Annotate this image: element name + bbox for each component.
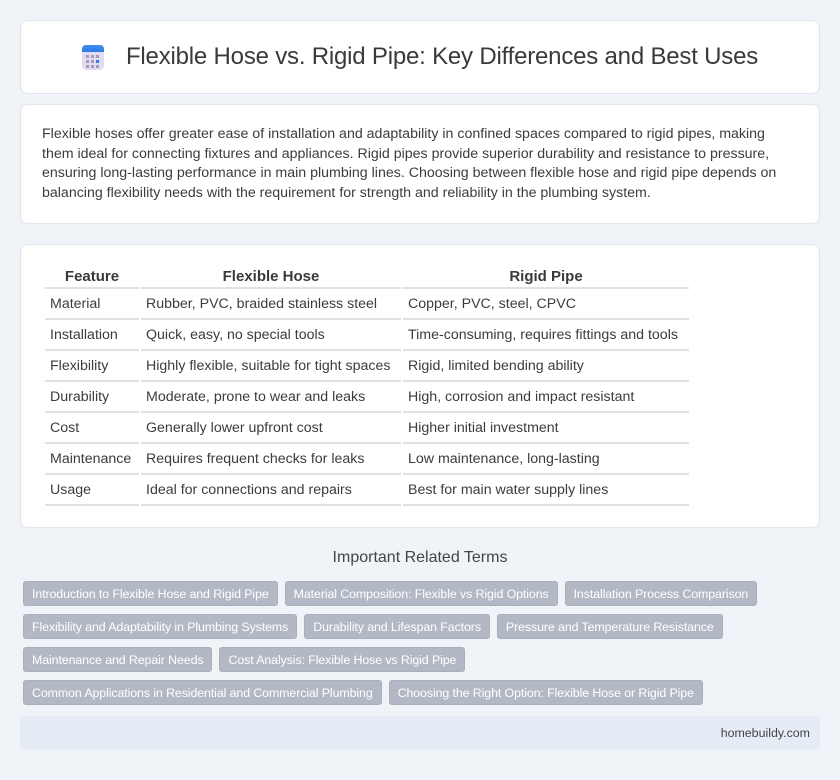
cell-flexible-hose: Moderate, prone to wear and leaks [141, 382, 401, 413]
calendar-cell [96, 65, 99, 68]
calendar-cell-highlight [96, 60, 99, 63]
table-row [45, 444, 689, 475]
cell-flexible-hose: Highly flexible, suitable for tight spaces [141, 351, 401, 382]
header-rigid-pipe: Rigid Pipe [403, 264, 689, 289]
cell-rigid-pipe: High, corrosion and impact resistant [403, 382, 689, 413]
cell-flexible-hose: Generally lower upfront cost [141, 413, 401, 444]
related-term-tag[interactable]: Material Composition: Flexible vs Rigid Options [285, 581, 558, 606]
calendar-cell [86, 55, 89, 58]
cell-rigid-pipe: Best for main water supply lines [403, 475, 689, 506]
comparison-table-card [20, 244, 820, 528]
related-term-tag[interactable]: Flexibility and Adaptability in Plumbing Systems [23, 614, 297, 639]
intro-card [20, 104, 820, 224]
calendar-icon-grid [86, 55, 99, 68]
header-flexible-hose: Flexible Hose [141, 264, 401, 289]
calendar-cell [91, 65, 94, 68]
footer [20, 716, 820, 750]
calendar-cell [91, 55, 94, 58]
title-wrap [82, 43, 758, 71]
cell-feature: Installation [45, 320, 139, 351]
table-row [45, 475, 689, 506]
related-term-tag[interactable]: Cost Analysis: Flexible Hose vs Rigid Pipe [219, 647, 465, 672]
table-row [45, 413, 689, 444]
related-term-tag[interactable]: Pressure and Temperature Resistance [497, 614, 723, 639]
related-terms-list [23, 581, 823, 705]
table-row [45, 289, 689, 320]
table-row [45, 351, 689, 382]
cell-feature: Cost [45, 413, 139, 444]
calendar-icon-top [82, 45, 104, 52]
comparison-table [43, 264, 691, 506]
cell-flexible-hose: Rubber, PVC, braided stainless steel [141, 289, 401, 320]
related-terms-title: Important Related Terms [332, 549, 508, 566]
related-term-tag[interactable]: Durability and Lifespan Factors [304, 614, 490, 639]
cell-rigid-pipe: Rigid, limited bending ability [403, 351, 689, 382]
cell-rigid-pipe: Time-consuming, requires fittings and tools [403, 320, 689, 351]
related-term-tag[interactable]: Choosing the Right Option: Flexible Hose or Rigid Pipe [389, 680, 703, 705]
table-row [45, 320, 689, 351]
cell-feature: Flexibility [45, 351, 139, 382]
cell-feature: Maintenance [45, 444, 139, 475]
cell-feature: Usage [45, 475, 139, 506]
calendar-cell [86, 60, 89, 63]
cell-flexible-hose: Ideal for connections and repairs [141, 475, 401, 506]
header-card [20, 20, 820, 94]
cell-rigid-pipe: Copper, PVC, steel, CPVC [403, 289, 689, 320]
cell-flexible-hose: Quick, easy, no special tools [141, 320, 401, 351]
cell-feature: Material [45, 289, 139, 320]
header-feature: Feature [45, 264, 139, 289]
related-term-tag[interactable]: Introduction to Flexible Hose and Rigid Pipe [23, 581, 278, 606]
intro-text: Flexible hoses offer greater ease of installation and adaptability in confined spaces compared to rigid pipes, making them ideal for connecting fixtures and appliances. Rigid pipes provide superior durability and resistance to pressure, ensuring long-lasting performance in main plumbing lines. Choosing between flexible hose and rigid pipe depends on balancing flexibility needs with the requirement for strength and reliability in the plumbing system. [42, 126, 777, 201]
table-header-row [45, 264, 689, 289]
page-title: Flexible Hose vs. Rigid Pipe: Key Differences and Best Uses [125, 43, 759, 70]
related-term-tag[interactable]: Common Applications in Residential and Commercial Plumbing [23, 680, 382, 705]
calendar-cell [86, 65, 89, 68]
cell-flexible-hose: Requires frequent checks for leaks [141, 444, 401, 475]
related-term-tag[interactable]: Installation Process Comparison [565, 581, 758, 606]
footer-site-name: homebuildy.com [720, 726, 810, 740]
cell-rigid-pipe: Low maintenance, long-lasting [403, 444, 689, 475]
related-term-tag[interactable]: Maintenance and Repair Needs [23, 647, 212, 672]
cell-feature: Durability [45, 382, 139, 413]
table-row [45, 382, 689, 413]
calendar-cell [96, 55, 99, 58]
cell-rigid-pipe: Higher initial investment [403, 413, 689, 444]
calendar-icon [82, 45, 104, 70]
calendar-cell [91, 60, 94, 63]
